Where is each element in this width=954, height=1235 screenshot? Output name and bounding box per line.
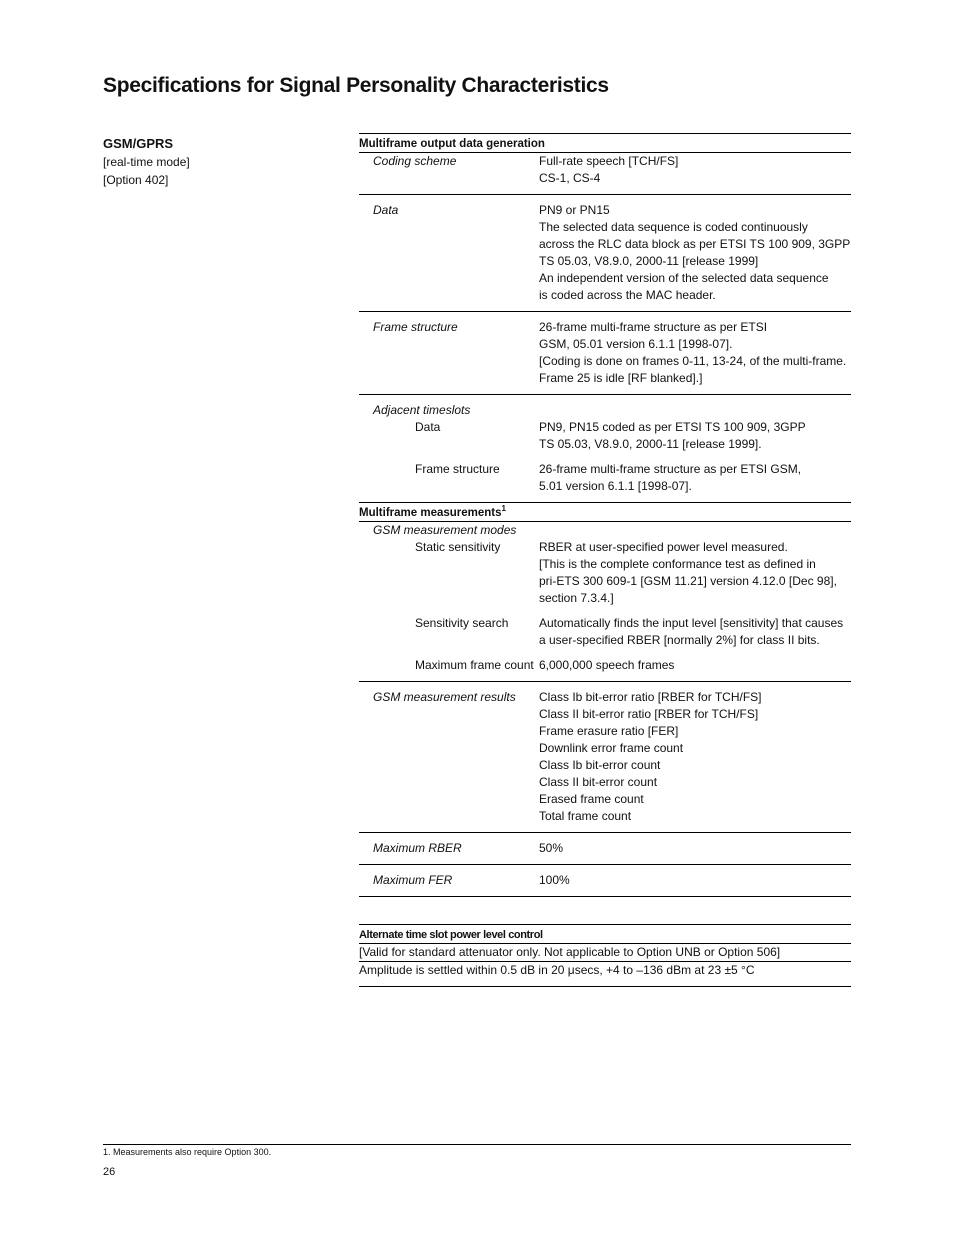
value-line: Class II bit-error ratio [RBER for TCH/FS]: [539, 707, 759, 721]
sub-label: Data: [415, 420, 441, 434]
spec-row-max-fer: [359, 865, 851, 897]
value-line: Erased frame count: [539, 792, 644, 806]
value-line: is coded across the MAC header.: [539, 288, 716, 302]
value-line: across the RLC data block as per ETSI TS 100 909, 3GPP: [539, 237, 851, 251]
spec-row-measurement-results: [359, 682, 851, 833]
value-line: TS 05.03, V8.9.0, 2000-11 [release 1999].: [539, 437, 762, 451]
value-line: Full-rate speech [TCH/FS]: [539, 154, 679, 168]
footnote-marker: 1: [501, 504, 506, 514]
row-value: [539, 153, 851, 187]
sub-row-sensitivity-search: [359, 615, 851, 649]
value-line: Class Ib bit-error ratio [RBER for TCH/FS]: [539, 690, 762, 704]
sidebar-line: [real-time mode]: [103, 155, 190, 169]
section-header-alternate: Alternate time slot power level control: [359, 924, 851, 944]
sub-value: [539, 615, 851, 649]
row-value: 100%: [539, 873, 570, 887]
sub-label: Frame structure: [415, 462, 500, 476]
page-title: Specifications for Signal Personality Characteristics: [103, 74, 609, 97]
sidebar-heading: GSM/GPRS: [103, 136, 174, 151]
sub-label: Sensitivity search: [415, 616, 509, 630]
value-line: CS-1, CS-4: [539, 171, 601, 185]
row-label: Frame structure: [373, 320, 458, 334]
sidebar-line: [Option 402]: [103, 173, 169, 187]
value-line: 26-frame multi-frame structure as per ETSI GSM,: [539, 462, 802, 476]
spec-group-measurement-modes: [359, 522, 851, 682]
value-line: An independent version of the selected data sequence: [539, 271, 829, 285]
sub-row-static-sensitivity: [359, 539, 851, 607]
row-label: GSM measurement results: [373, 690, 516, 704]
value-line: Automatically finds the input level [sensitivity] that causes: [539, 616, 844, 630]
row-value: [539, 202, 851, 304]
sub-label: Static sensitivity: [415, 540, 501, 554]
spec-table: [359, 133, 851, 897]
sub-value: 6,000,000 speech frames: [539, 658, 675, 672]
spec-row-max-rber: [359, 833, 851, 865]
value-line: [This is the complete conformance test as defined in: [539, 557, 816, 571]
group-label: Adjacent timeslots: [373, 403, 471, 417]
value-line: PN9 or PN15: [539, 203, 610, 217]
footnote: 1. Measurements also require Option 300.: [103, 1147, 272, 1157]
row-label: Coding scheme: [373, 154, 457, 168]
value-line: Downlink error frame count: [539, 741, 684, 755]
spec-row-data: [359, 195, 851, 312]
section-header-measurements: [359, 503, 851, 522]
row-label: Data: [373, 203, 399, 217]
value-line: PN9, PN15 coded as per ETSI TS 100 909, 3GPP: [539, 420, 806, 434]
sub-label: Maximum frame count: [415, 658, 534, 672]
footnote-divider: [103, 1144, 851, 1145]
sub-row-max-frame-count: [359, 657, 851, 674]
sub-row-data: [359, 419, 851, 453]
value-line: 5.01 version 6.1.1 [1998-07].: [539, 479, 692, 493]
section-header-output: Multiframe output data generation: [359, 133, 851, 153]
header-text: Multiframe measurements: [359, 507, 502, 519]
value-line: Total frame count: [539, 809, 632, 823]
value-line: pri-ETS 300 609-1 [GSM 11.21] version 4.12.0 [Dec 98],: [539, 574, 837, 588]
alternate-note: [Valid for standard attenuator only. Not applicable to Option UNB or Option 506]: [359, 944, 851, 962]
page-number: 26: [103, 1166, 116, 1178]
value-line: RBER at user-specified power level measured.: [539, 540, 788, 554]
value-line: a user-specified RBER [normally 2%] for class II bits.: [539, 633, 820, 647]
value-line: [Coding is done on frames 0-11, 13-24, of the multi-frame.: [539, 354, 847, 368]
value-line: Frame 25 is idle [RF blanked].]: [539, 371, 703, 385]
row-label: Maximum FER: [373, 873, 453, 887]
spec-row-frame-structure: [359, 312, 851, 395]
row-value: [539, 319, 851, 387]
row-value: 50%: [539, 841, 564, 855]
alternate-amplitude: Amplitude is settled within 0.5 dB in 20 μsecs, +4 to –136 dBm at 23 ±5 °C: [359, 962, 851, 987]
sub-value: [539, 539, 851, 607]
sub-value: [539, 461, 851, 495]
sub-row-frame-structure: [359, 461, 851, 495]
value-line: Class Ib bit-error count: [539, 758, 661, 772]
spec-row-coding-scheme: [359, 153, 851, 195]
value-line: TS 05.03, V8.9.0, 2000-11 [release 1999]: [539, 254, 759, 268]
spec-group-adjacent-timeslots: [359, 395, 851, 503]
sub-value: [539, 419, 851, 453]
value-line: section 7.3.4.]: [539, 591, 614, 605]
group-label: GSM measurement modes: [373, 523, 517, 537]
alternate-timeslot-table: [359, 924, 851, 987]
value-line: 26-frame multi-frame structure as per ETSI: [539, 320, 768, 334]
value-line: GSM, 05.01 version 6.1.1 [1998-07].: [539, 337, 733, 351]
row-value: [539, 689, 851, 825]
value-line: Class II bit-error count: [539, 775, 658, 789]
value-line: The selected data sequence is coded continuously: [539, 220, 808, 234]
value-line: Frame erasure ratio [FER]: [539, 724, 679, 738]
row-label: Maximum RBER: [373, 841, 462, 855]
sidebar: [103, 135, 190, 189]
